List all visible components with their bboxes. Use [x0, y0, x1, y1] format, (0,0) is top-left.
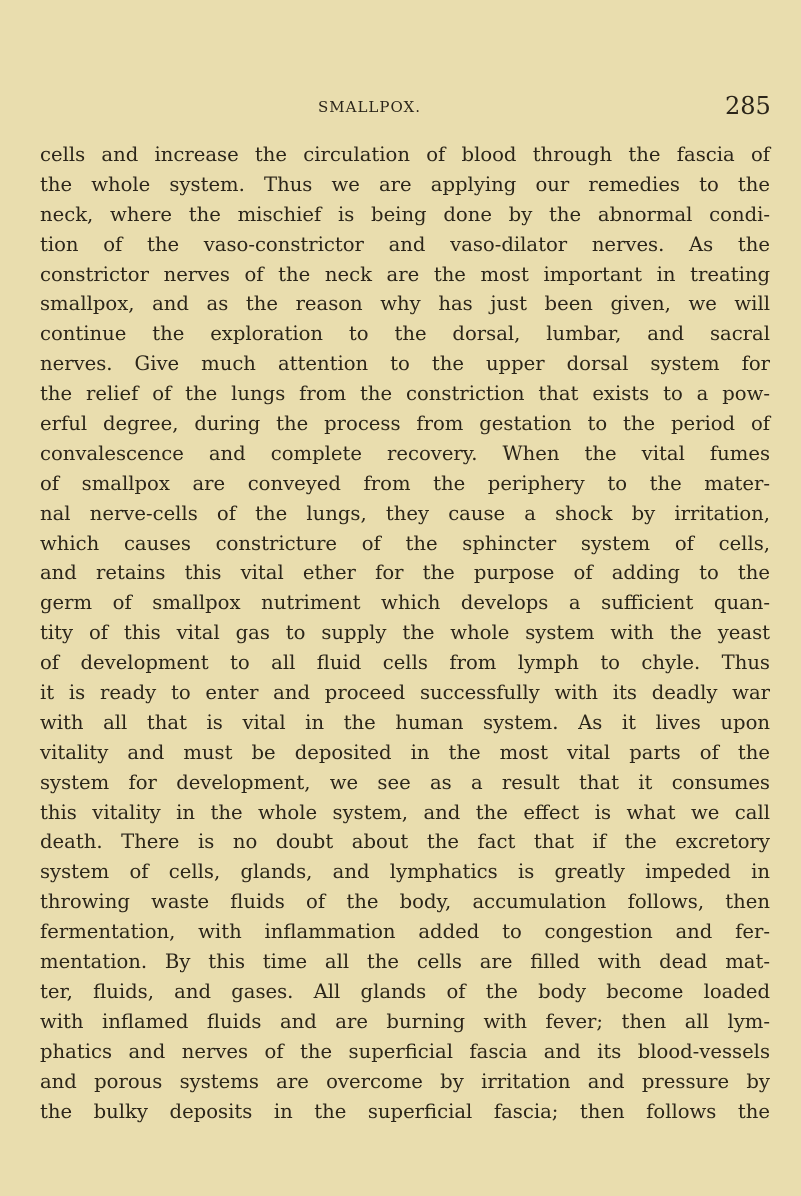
- text-line: convalescence and complete recovery. When the vital fumes: [40, 441, 770, 465]
- text-line: smallpox, and as the reason why has just been given, we will: [40, 292, 770, 316]
- text-line: death. There is no doubt about the fact that if the excretory: [40, 830, 770, 854]
- text-line: continue the exploration to the dorsal, lumbar, and sacral: [40, 322, 770, 346]
- text-line: germ of smallpox nutriment which develops a sufficient quan-: [40, 591, 770, 615]
- text-line: constrictor nerves of the neck are the most important in treating: [40, 262, 770, 286]
- text-line: mentation. By this time all the cells are filled with dead mat-: [40, 950, 770, 974]
- text-line: with inflamed fluids and are burning with fever; then all lym-: [40, 1009, 770, 1033]
- text-line: the relief of the lungs from the constriction that exists to a pow-: [40, 382, 770, 406]
- text-line: cells and increase the circulation of blood through the fascia of: [40, 143, 770, 166]
- text-line: system for development, we see as a result that it consumes: [40, 770, 770, 794]
- running-head: SMALLPOX.: [318, 98, 421, 116]
- text-line: throwing waste fluids of the body, accumulation follows, then: [40, 890, 770, 914]
- page-header: [0, 92, 801, 122]
- text-line: tion of the vaso-constrictor and vaso-dilator nerves. As the: [40, 232, 770, 256]
- text-line: system of cells, glands, and lymphatics is greatly impeded in: [40, 860, 770, 884]
- text-line: it is ready to enter and proceed successfully with its deadly war: [40, 681, 770, 705]
- text-line: nerves. Give much attention to the upper dorsal system for: [40, 352, 770, 376]
- text-line: nal nerve-cells of the lungs, they cause a shock by irritation,: [40, 501, 770, 525]
- text-line: vitality and must be deposited in the most vital parts of the: [40, 740, 770, 764]
- text-line: and retains this vital ether for the purpose of adding to the: [40, 561, 770, 585]
- text-line: the whole system. Thus we are applying our remedies to the: [40, 172, 770, 196]
- page-number: 285: [725, 92, 771, 120]
- text-line: neck, where the mischief is being done by the abnormal condi-: [40, 202, 770, 226]
- body-text: [40, 140, 770, 1126]
- text-line: the bulky deposits in the superficial fascia; then follows the: [40, 1099, 770, 1123]
- text-line: which causes constricture of the sphincter system of cells,: [40, 531, 770, 555]
- text-line: of development to all fluid cells from lymph to chyle. Thus: [40, 651, 770, 675]
- text-line: erful degree, during the process from gestation to the period of: [40, 412, 770, 436]
- text-line: this vitality in the whole system, and the effect is what we call: [40, 800, 770, 824]
- text-line: fermentation, with inflammation added to congestion and fer-: [40, 920, 770, 944]
- text-line: ter, fluids, and gases. All glands of the body become loaded: [40, 979, 770, 1003]
- text-line: and porous systems are overcome by irritation and pressure by: [40, 1069, 770, 1093]
- text-line: of smallpox are conveyed from the periphery to the mater-: [40, 471, 770, 495]
- text-line: phatics and nerves of the superficial fascia and its blood-vessels: [40, 1039, 770, 1063]
- text-line: with all that is vital in the human system. As it lives upon: [40, 710, 770, 734]
- text-line: tity of this vital gas to supply the whole system with the yeast: [40, 621, 770, 645]
